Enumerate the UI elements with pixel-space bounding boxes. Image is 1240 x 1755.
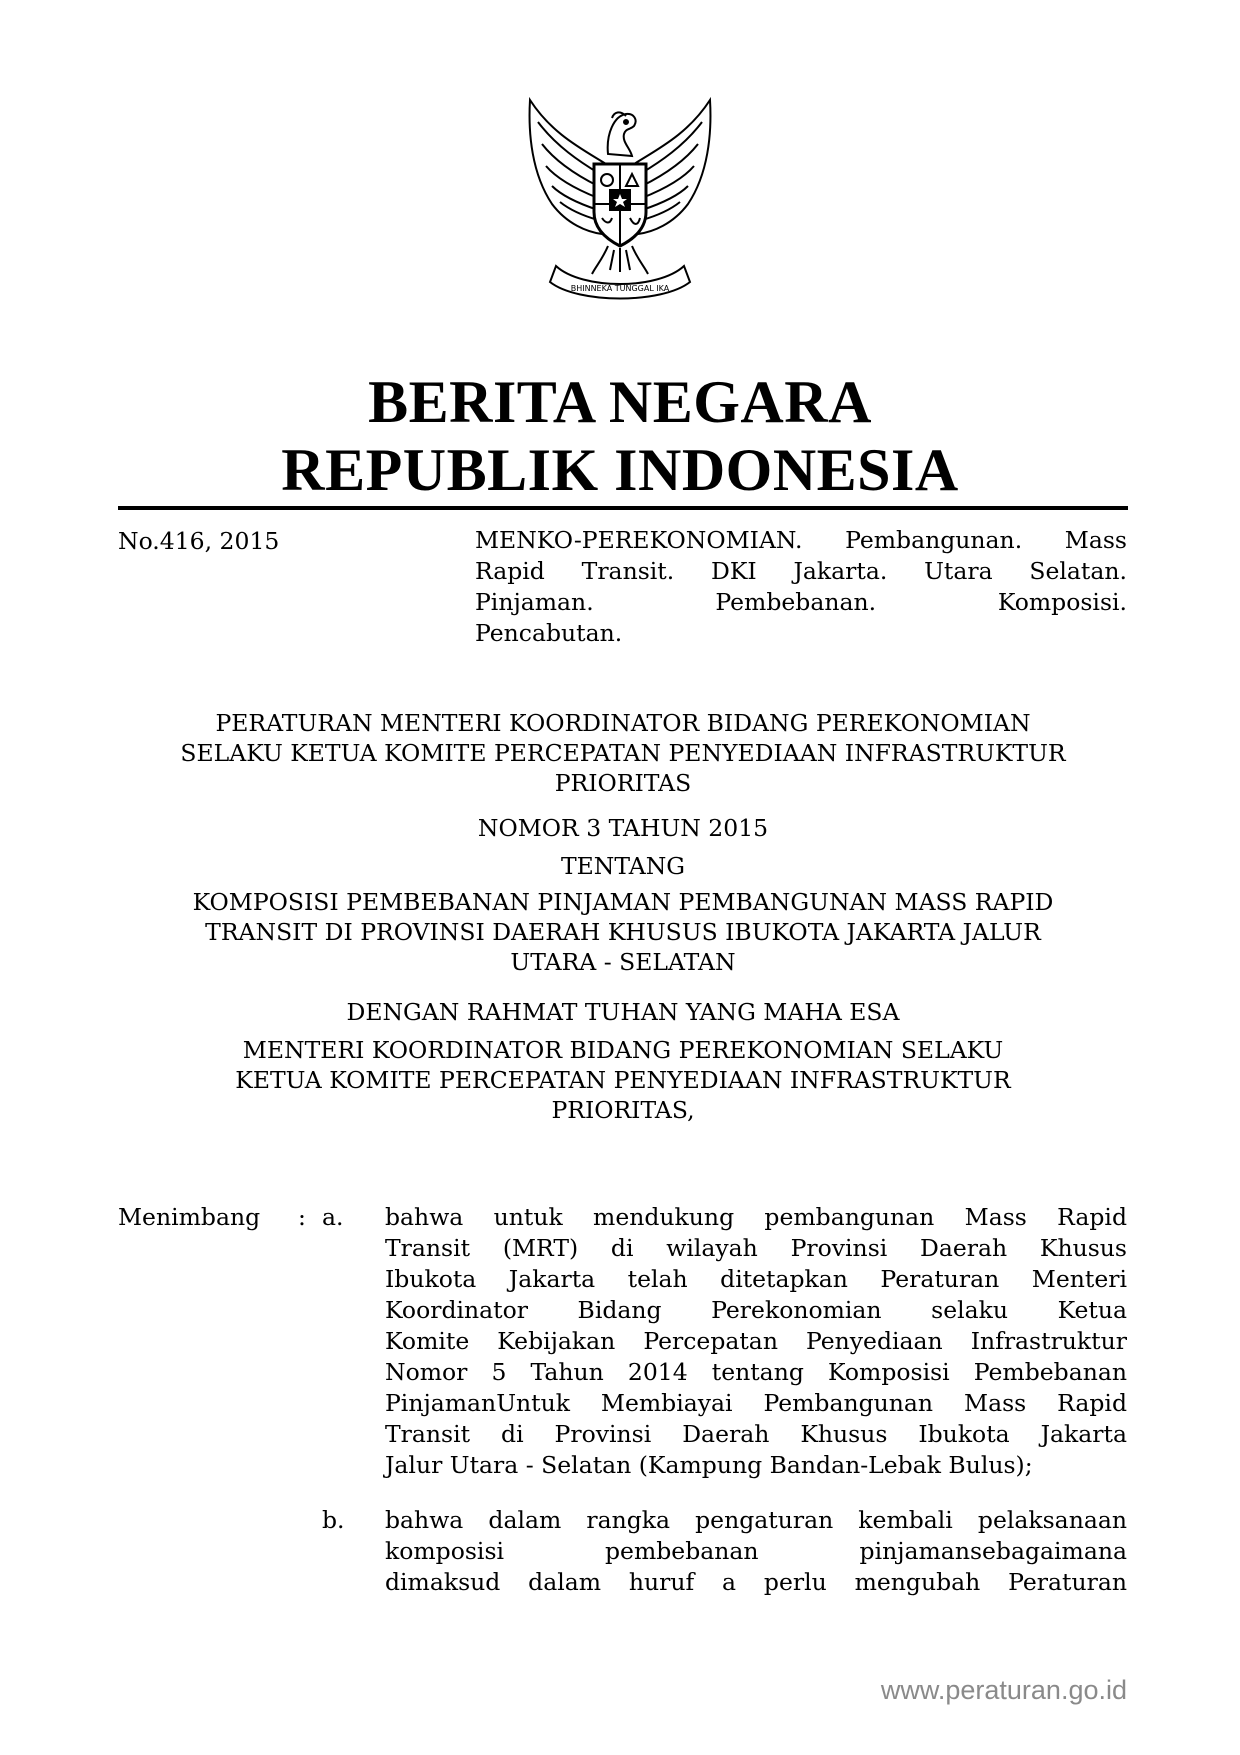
source-url: www.peraturan.go.id [880, 1675, 1127, 1705]
consideration-line: Nomor 5 Tahun 2014 tentang Komposisi Pembebanan [385, 1358, 1127, 1386]
regulation-tentang: TENTANG [560, 852, 686, 880]
subject-line: Pinjaman. Pembebanan. Komposisi. [475, 588, 1127, 616]
invocation: DENGAN RAHMAT TUHAN YANG MAHA ESA [346, 998, 900, 1026]
consideration-line: Komite Kebijakan Percepatan Penyediaan Infrastruktur [385, 1327, 1127, 1355]
authority [118, 1035, 1128, 1125]
subject-line: Pencabutan. [475, 619, 623, 647]
menimbang-label: Menimbang [118, 1203, 261, 1231]
subject-line: Rapid Transit. DKI Jakarta. Utara Selatan. [475, 557, 1127, 585]
gazette-number: No.416, 2015 [118, 527, 280, 555]
consideration-line: PinjamanUntuk Membiayai Pembangunan Mass Rapid [385, 1389, 1127, 1417]
regulation-heading [118, 708, 1128, 798]
authority-line: KETUA KOMITE PERCEPATAN PENYEDIAAN INFRASTRUKTUR [235, 1066, 1011, 1094]
gazette-subject [475, 525, 1127, 649]
gazette-title-line-1: BERITA NEGARA [368, 369, 872, 435]
about-line: UTARA - SELATAN [510, 948, 736, 976]
gazette-title-line-2: REPUBLIK INDONESIA [281, 437, 959, 503]
consideration-line: Ibukota Jakarta telah ditetapkan Peraturan Menteri [385, 1265, 1127, 1293]
regulation-number: NOMOR 3 TAHUN 2015 [477, 814, 769, 842]
consideration-line: komposisi pembebanan pinjamansebagaimana [385, 1537, 1127, 1565]
authority-line: PRIORITAS, [551, 1096, 695, 1124]
about-line: KOMPOSISI PEMBEBANAN PINJAMAN PEMBANGUNAN MASS RAPID [192, 888, 1054, 916]
authority-line: MENTERI KOORDINATOR BIDANG PEREKONOMIAN SELAKU [242, 1036, 1004, 1064]
garuda-pancasila-emblem-icon [522, 94, 718, 308]
heading-line: SELAKU KETUA KOMITE PERCEPATAN PENYEDIAAN INFRASTRUKTUR [180, 739, 1066, 767]
consideration-line: bahwa dalam rangka pengaturan kembali pelaksanaan [385, 1506, 1127, 1534]
consideration-line: Transit (MRT) di wilayah Provinsi Daerah Khusus [385, 1234, 1127, 1262]
consideration-line: Koordinator Bidang Perekonomian selaku Ketua [385, 1296, 1127, 1324]
about-line: TRANSIT DI PROVINSI DAERAH KHUSUS IBUKOTA JAKARTA JALUR [205, 918, 1041, 946]
consideration-line: Transit di Provinsi Daerah Khusus Ibukota Jakarta [385, 1420, 1127, 1448]
item-marker-b: b. [322, 1506, 345, 1534]
item-marker-a: a. [322, 1203, 344, 1231]
heading-line: PERATURAN MENTERI KOORDINATOR BIDANG PEREKONOMIAN [215, 709, 1031, 737]
consideration-line: dimaksud dalam huruf a perlu mengubah Peraturan [385, 1568, 1127, 1596]
consideration-b [385, 1505, 1127, 1598]
svg-text:BHINNEKA TUNGGAL IKA: BHINNEKA TUNGGAL IKA [570, 284, 670, 293]
subject-line: MENKO-PEREKONOMIAN. Pembangunan. Mass [475, 526, 1127, 554]
regulation-about [118, 887, 1128, 977]
consideration-line: Jalur Utara - Selatan (Kampung Bandan-Lebak Bulus); [385, 1451, 1033, 1479]
title-divider [118, 506, 1128, 510]
heading-line: PRIORITAS [554, 769, 692, 797]
consideration-line: bahwa untuk mendukung pembangunan Mass Rapid [385, 1203, 1127, 1231]
consideration-a [385, 1202, 1127, 1481]
menimbang-colon: : [298, 1203, 306, 1231]
